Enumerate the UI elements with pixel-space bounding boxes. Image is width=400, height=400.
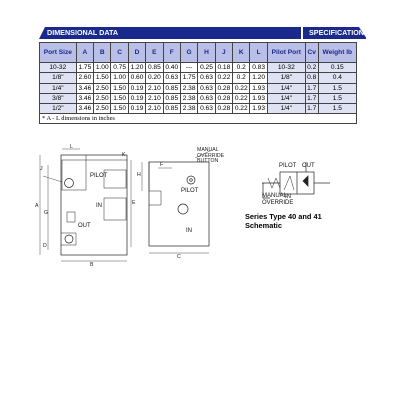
table-cell: 0.22 xyxy=(233,93,250,103)
dim-e-label: E xyxy=(132,200,136,206)
column-header: K xyxy=(233,43,250,63)
manual-override-button xyxy=(187,176,195,184)
table-cell: 0.28 xyxy=(215,83,232,93)
table-cell: 1/8" xyxy=(267,73,305,83)
table-cell: 1.00 xyxy=(111,73,128,83)
table-cell: 1.7 xyxy=(307,95,317,103)
table-cell: 0.20 xyxy=(146,73,163,83)
table-cell: 1.7 xyxy=(307,84,317,92)
dim-h-label: H xyxy=(137,172,141,178)
schematic-in-label: IN xyxy=(285,194,291,200)
table-cell: 1/2" xyxy=(40,104,77,114)
column-header: H xyxy=(198,43,215,63)
table-cell: 2.50 xyxy=(94,93,111,103)
schematic-out-label: OUT xyxy=(302,163,315,169)
table-cell: 1.75 xyxy=(76,63,93,73)
table-cell: 0.85 xyxy=(163,93,180,103)
table-cell: 1.20 xyxy=(250,73,267,83)
in-port-boss xyxy=(104,198,126,220)
table-cell: 0.75 xyxy=(111,63,128,73)
column-header: E xyxy=(146,43,163,63)
table-cell: 0.4 xyxy=(318,73,356,83)
table-cell: 2.50 xyxy=(94,83,111,93)
table-cell: 1.20 xyxy=(128,63,145,73)
mounting-hole-top xyxy=(65,179,74,188)
table-cell: 1.7 xyxy=(307,105,317,113)
table-cell: 1.50 xyxy=(94,73,111,83)
column-header: Pilot Port xyxy=(267,43,305,63)
table-cell: 0.28 xyxy=(215,93,232,103)
table-cell: 0.2 xyxy=(307,64,317,72)
schematic-caption xyxy=(245,213,322,230)
table-cell: 2.10 xyxy=(146,93,163,103)
dim-a-label: A xyxy=(35,203,39,209)
mounting-hole-bottom xyxy=(65,235,73,243)
table-cell: 1.93 xyxy=(250,93,267,103)
front-pilot-label: PILOT xyxy=(90,173,108,179)
table-cell: 1.93 xyxy=(250,83,267,93)
table-cell: 0.25 xyxy=(198,63,215,73)
table-cell: 2.50 xyxy=(94,104,111,114)
column-header: F xyxy=(163,43,180,63)
table-cell: 2.38 xyxy=(180,93,197,103)
front-out-label: OUT xyxy=(78,223,91,229)
side-in-port xyxy=(178,204,188,214)
table-cell: 1/4" xyxy=(40,83,77,93)
table-cell: 0.83 xyxy=(250,63,267,73)
caption-line-1: Series Type 40 and 41 xyxy=(245,212,322,221)
table-cell: 1.50 xyxy=(111,93,128,103)
table-cell: 1.50 xyxy=(111,83,128,93)
schematic-manual-override-label: MANUAL OVERRIDE xyxy=(262,193,294,206)
table-cell: 10-32 xyxy=(40,63,77,73)
manual-override-label: MANUAL OVERRIDE BUTTON xyxy=(197,147,225,164)
table-cell: 0.63 xyxy=(198,83,215,93)
table-cell: 2.38 xyxy=(180,104,197,114)
table-cell: 0.63 xyxy=(163,73,180,83)
table-cell: 2.38 xyxy=(180,83,197,93)
table-cell: 0.22 xyxy=(215,73,232,83)
table-cell: 0.85 xyxy=(163,83,180,93)
table-cell: 1.50 xyxy=(111,104,128,114)
table-cell: 3/8" xyxy=(40,93,77,103)
front-in-label: IN xyxy=(96,203,102,209)
table-cell: 3.46 xyxy=(76,104,93,114)
column-header: D xyxy=(128,43,145,63)
side-view-body xyxy=(149,162,209,246)
dimensional-data-banner: DIMENSIONAL DATA xyxy=(39,27,301,39)
table-cell: 3.46 xyxy=(76,93,93,103)
dim-f-label: F xyxy=(160,162,164,168)
dim-g-label: G xyxy=(44,210,49,216)
table-cell: 1.5 xyxy=(318,104,356,114)
table-cell: 0.85 xyxy=(163,104,180,114)
column-header: J xyxy=(215,43,232,63)
table-cell: 1/8" xyxy=(40,73,77,83)
column-header: Port Size xyxy=(40,43,77,63)
table-cell: 1.5 xyxy=(318,93,356,103)
dim-k-label: K xyxy=(122,152,126,158)
side-in-label: IN xyxy=(186,228,192,234)
table-cell: 1.00 xyxy=(94,63,111,73)
column-header: C xyxy=(111,43,128,63)
table-cell: 1/4" xyxy=(267,83,305,93)
table-cell: 0.2 xyxy=(233,63,250,73)
column-header: A xyxy=(76,43,93,63)
dim-b-label: B xyxy=(90,262,94,268)
table-cell: 2.10 xyxy=(146,104,163,114)
table-cell: 0.22 xyxy=(233,104,250,114)
schematic-pilot-label: PILOT xyxy=(279,163,297,169)
table-cell: 1.75 xyxy=(180,73,197,83)
table-cell: 0.2 xyxy=(233,73,250,83)
column-header: G xyxy=(180,43,197,63)
dim-d-label: D xyxy=(43,243,47,249)
specifications-banner: SPECIFICATIONS xyxy=(303,27,366,39)
table-cell: 1.5 xyxy=(318,83,356,93)
table-cell: 0.18 xyxy=(215,63,232,73)
column-header: B xyxy=(94,43,111,63)
table-cell: 1/4" xyxy=(267,104,305,114)
table-cell: 0.63 xyxy=(198,73,215,83)
table-cell: 3.46 xyxy=(76,83,93,93)
table-cell: --- xyxy=(180,63,197,73)
column-header: Cv xyxy=(305,43,318,63)
table-cell: 0.60 xyxy=(128,73,145,83)
dim-l-label: L xyxy=(70,144,73,150)
table-cell: 0.22 xyxy=(233,83,250,93)
dim-j-label: J xyxy=(40,166,43,172)
table-cell: 10-32 xyxy=(267,63,305,73)
table-cell: 0.28 xyxy=(215,104,232,114)
table-cell: 0.19 xyxy=(128,104,145,114)
table-cell: 1.93 xyxy=(250,104,267,114)
table-footnote: * A - L dimensions in inches xyxy=(40,114,357,124)
table-cell: 0.8 xyxy=(307,74,317,82)
column-header: Weight lb xyxy=(318,43,356,63)
side-pilot-label: PILOT xyxy=(181,188,199,194)
table-cell: 0.19 xyxy=(128,83,145,93)
table-cell: 1/4" xyxy=(267,93,305,103)
table-cell: 2.10 xyxy=(146,83,163,93)
table-cell: 0.19 xyxy=(128,93,145,103)
table-cell: 0.85 xyxy=(146,63,163,73)
table-cell: 0.15 xyxy=(318,63,356,73)
caption-line-2: Schematic xyxy=(245,220,282,230)
table-cell: 2.60 xyxy=(76,73,93,83)
table-cell: 0.63 xyxy=(198,93,215,103)
column-header: L xyxy=(250,43,267,63)
table-cell: 0.63 xyxy=(198,104,215,114)
table-cell: 0.40 xyxy=(163,63,180,73)
dim-c-label: C xyxy=(177,254,181,260)
